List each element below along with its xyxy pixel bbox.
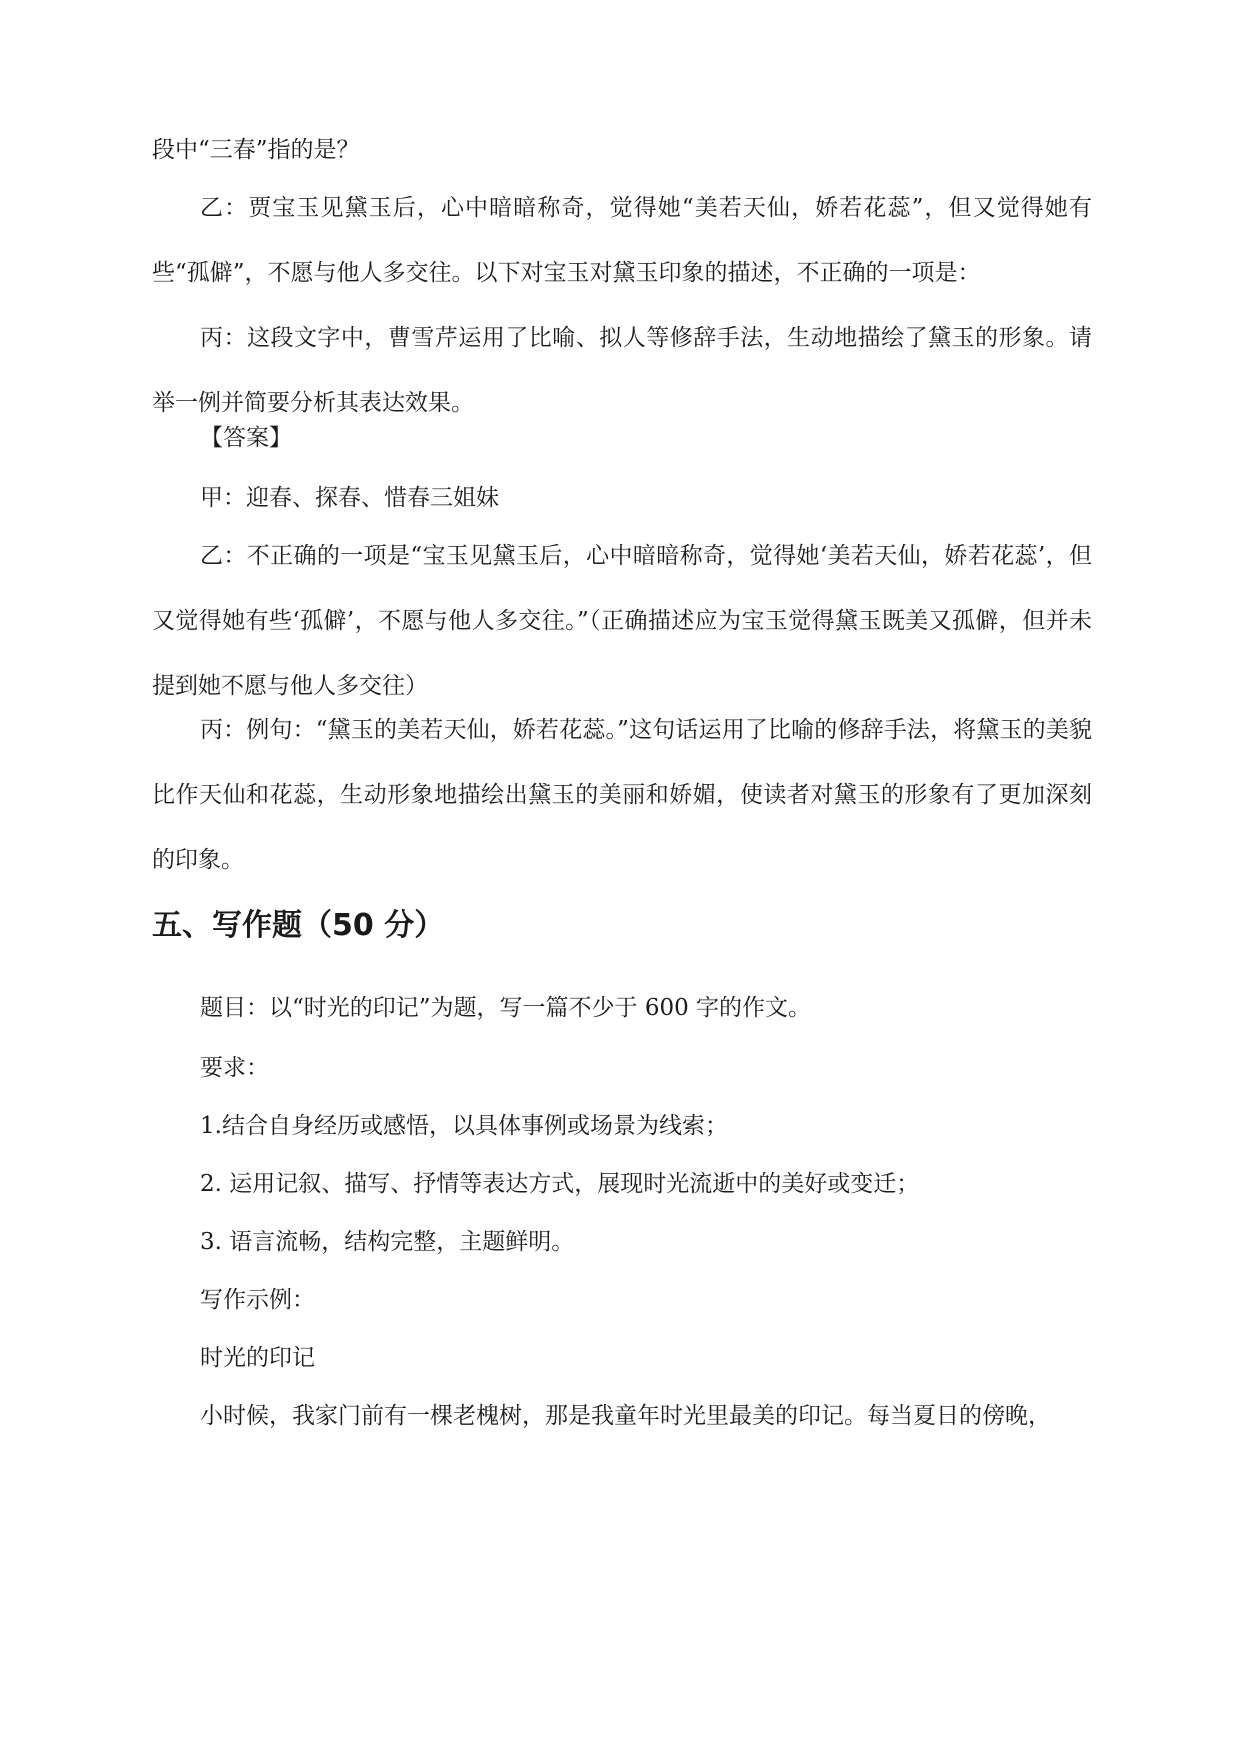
answer-1: 甲：迎春、探春、惜春三姐妹 xyxy=(200,485,499,511)
answer-label: 【答案】 xyxy=(200,425,292,451)
question-2: 乙：贾宝玉见黛玉后，心中暗暗称奇，觉得她“美若天仙，娇若花蕊”，但又觉得她有些“孤僻”，不愿与他人多交往。以下对宝玉对黛玉印象的描述，不正确的一项是： xyxy=(152,195,1092,286)
answer-3: 丙：例句：“黛玉的美若天仙，娇若花蕊。”这句话运用了比喻的修辞手法，将黛玉的美貌比作天仙和花蕊，生动形象地描绘出黛玉的美丽和娇媚，使读者对黛玉的形象有了更加深刻的印象。 xyxy=(152,717,1092,873)
requirement-3: 3. 语言流畅，结构完整，主题鲜明。 xyxy=(200,1229,575,1255)
requirement-1: 1.结合自身经历或感悟，以具体事例或场景为线索； xyxy=(200,1113,728,1139)
question-1-tail: 段中“三春”指的是？ xyxy=(152,137,360,163)
answer-2: 乙：不正确的一项是“宝玉见黛玉后，心中暗暗称奇，觉得她‘美若天仙，娇若花蕊’，但又觉得她有些‘孤僻’，不愿与他人多交往。”（正确描述应为宝玉觉得黛玉既美又孤僻，但并未提到她不愿与他人多交往） xyxy=(152,543,1092,699)
requirements-label: 要求： xyxy=(200,1055,269,1081)
requirement-2: 2. 运用记叙、描写、抒情等表达方式，展现时光流逝中的美好或变迁； xyxy=(200,1171,920,1197)
example-label: 写作示例： xyxy=(200,1287,315,1313)
writing-prompt: 题目：以“时光的印记”为题，写一篇不少于 600 字的作文。 xyxy=(200,995,812,1021)
question-3: 丙：这段文字中，曹雪芹运用了比喻、拟人等修辞手法，生动地描绘了黛玉的形象。请举一例并简要分析其表达效果。 xyxy=(152,325,1092,416)
essay-paragraph-1: 小时候，我家门前有一棵老槐树，那是我童年时光里最美的印记。每当夏日的傍晚， xyxy=(200,1403,1051,1429)
section-heading-writing: 五、写作题（50 分） xyxy=(152,908,445,943)
essay-title: 时光的印记 xyxy=(200,1345,315,1371)
